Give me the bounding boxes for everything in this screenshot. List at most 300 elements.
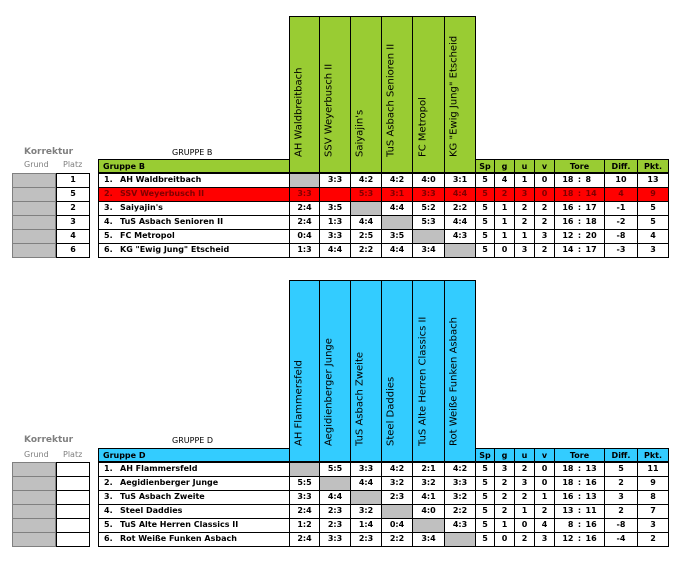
team-column-header bbox=[350, 16, 382, 173]
team-name-cell bbox=[98, 518, 290, 533]
match-result: 4:3 bbox=[444, 229, 476, 244]
stat-u: 3 bbox=[514, 243, 535, 258]
match-result: 3:3 bbox=[319, 229, 351, 244]
diagonal-cell bbox=[319, 187, 351, 202]
rank: 4. bbox=[104, 506, 113, 515]
tore-against: 20 bbox=[585, 231, 597, 240]
team-name-cell bbox=[98, 173, 290, 188]
match-result: 2:4 bbox=[289, 532, 320, 547]
match-result: 2:2 bbox=[381, 532, 413, 547]
grund-input[interactable] bbox=[12, 490, 56, 505]
stat-pkt: 5 bbox=[637, 215, 669, 230]
stat-pkt: 13 bbox=[637, 173, 669, 188]
team-name-cell bbox=[98, 504, 290, 519]
tore-against: 8 bbox=[585, 175, 592, 184]
stat-header: Sp bbox=[475, 159, 495, 173]
match-result: 2:3 bbox=[319, 504, 351, 519]
stat-g: 1 bbox=[494, 215, 515, 230]
tore-against: 18 bbox=[585, 217, 597, 226]
grund-input[interactable] bbox=[12, 187, 56, 202]
match-result: 4:3 bbox=[444, 518, 476, 533]
diagonal-cell bbox=[350, 201, 382, 216]
tore-against: 16 bbox=[585, 478, 597, 487]
stat-diff: -8 bbox=[604, 518, 638, 533]
tore-against: 16 bbox=[585, 534, 597, 543]
tore-separator: : bbox=[577, 189, 582, 198]
tore-separator: : bbox=[577, 175, 582, 184]
stat-diff: -2 bbox=[604, 215, 638, 230]
stat-tore bbox=[554, 490, 605, 505]
tore-for: 16 bbox=[562, 217, 574, 226]
match-result: 3:5 bbox=[381, 229, 413, 244]
tore-for: 18 bbox=[562, 175, 574, 184]
match-result: 4:4 bbox=[319, 243, 351, 258]
tore-against: 11 bbox=[585, 506, 597, 515]
grund-label: Grund bbox=[24, 450, 49, 459]
match-result: 3:3 bbox=[350, 462, 382, 477]
rank: 3. bbox=[104, 492, 113, 501]
match-result: 2:3 bbox=[381, 490, 413, 505]
stat-diff: -1 bbox=[604, 201, 638, 216]
stat-header: g bbox=[494, 159, 515, 173]
match-result: 4:2 bbox=[444, 462, 476, 477]
korrektur-label: Korrektur bbox=[24, 147, 74, 157]
stat-u: 0 bbox=[514, 518, 535, 533]
stat-sp: 5 bbox=[475, 476, 495, 491]
tore-separator: : bbox=[577, 203, 582, 212]
stat-u: 1 bbox=[514, 504, 535, 519]
team-column-label: TuS Alte Herren Classics II bbox=[417, 316, 428, 446]
tore-separator: : bbox=[577, 506, 582, 515]
team-column-label: Aegidienberger Junge bbox=[323, 338, 335, 446]
tore-separator: : bbox=[577, 231, 582, 240]
stat-v: 0 bbox=[534, 476, 555, 491]
stat-header: Tore bbox=[554, 448, 605, 462]
rank: 2. bbox=[104, 478, 113, 487]
stat-sp: 5 bbox=[475, 504, 495, 519]
match-result: 3:2 bbox=[412, 476, 445, 491]
platz-input[interactable]: 4 bbox=[56, 229, 90, 244]
match-result: 4:4 bbox=[444, 187, 476, 202]
team-name: Aegidienberger Junge bbox=[120, 478, 219, 487]
diagonal-cell bbox=[412, 229, 445, 244]
match-result: 1:4 bbox=[350, 518, 382, 533]
tore-for: 8 bbox=[567, 520, 574, 529]
stat-v: 4 bbox=[534, 518, 555, 533]
stat-u: 2 bbox=[514, 215, 535, 230]
stat-u: 2 bbox=[514, 201, 535, 216]
team-column-label: AH Flammersfeld bbox=[293, 360, 304, 446]
grund-input[interactable] bbox=[12, 243, 56, 258]
rank: 1. bbox=[104, 464, 113, 473]
stat-diff: 3 bbox=[604, 490, 638, 505]
stat-sp: 5 bbox=[475, 243, 495, 258]
stat-pkt: 9 bbox=[637, 476, 669, 491]
team-name: TuS Alte Herren Classics II bbox=[120, 520, 239, 529]
tore-for: 18 bbox=[562, 478, 574, 487]
team-column-header bbox=[319, 16, 351, 173]
team-name: TuS Asbach Senioren II bbox=[120, 217, 224, 226]
stat-sp: 5 bbox=[475, 187, 495, 202]
stat-u: 2 bbox=[514, 532, 535, 547]
diagonal-cell bbox=[350, 490, 382, 505]
team-name: TuS Asbach Zweite bbox=[120, 492, 205, 501]
stat-tore bbox=[554, 532, 605, 547]
group-bar: Gruppe D bbox=[98, 448, 290, 462]
match-result: 3:2 bbox=[381, 476, 413, 491]
match-result: 4:4 bbox=[350, 215, 382, 230]
team-column-label: Saiyajin's bbox=[354, 109, 366, 157]
tore-against: 17 bbox=[585, 245, 597, 254]
diagonal-cell bbox=[289, 173, 320, 188]
platz-input[interactable]: 2 bbox=[56, 201, 90, 216]
match-result: 5:5 bbox=[319, 462, 351, 477]
stat-u: 1 bbox=[514, 173, 535, 188]
match-result: 4:4 bbox=[350, 476, 382, 491]
platz-input[interactable] bbox=[56, 462, 90, 477]
match-result: 3:2 bbox=[444, 490, 476, 505]
tore-for: 12 bbox=[562, 231, 574, 240]
match-result: 3:4 bbox=[412, 532, 445, 547]
team-name: AH Flammersfeld bbox=[120, 464, 198, 473]
team-name-cell bbox=[98, 243, 290, 258]
team-name-cell bbox=[98, 476, 290, 491]
rank: 4. bbox=[104, 217, 113, 226]
rank: 6. bbox=[104, 245, 113, 254]
team-name-cell bbox=[98, 215, 290, 230]
match-result: 2:3 bbox=[350, 532, 382, 547]
stat-g: 1 bbox=[494, 518, 515, 533]
tore-against: 13 bbox=[585, 492, 597, 501]
match-result: 3:3 bbox=[444, 476, 476, 491]
grund-input[interactable] bbox=[12, 215, 56, 230]
match-result: 4:1 bbox=[412, 490, 445, 505]
grund-input[interactable] bbox=[12, 173, 56, 188]
stat-tore bbox=[554, 215, 605, 230]
platz-label: Platz bbox=[63, 450, 83, 459]
stat-pkt: 4 bbox=[637, 229, 669, 244]
team-column-label: TuS Asbach Senioren II bbox=[385, 43, 397, 157]
match-result: 4:4 bbox=[319, 490, 351, 505]
stat-diff: 2 bbox=[604, 504, 638, 519]
stat-tore bbox=[554, 187, 605, 202]
stat-v: 0 bbox=[534, 187, 555, 202]
stat-diff: 2 bbox=[604, 476, 638, 491]
stat-u: 1 bbox=[514, 229, 535, 244]
stat-g: 0 bbox=[494, 532, 515, 547]
match-result: 5:5 bbox=[289, 476, 320, 491]
rank: 1. bbox=[104, 175, 113, 184]
match-result: 5:3 bbox=[350, 187, 382, 202]
grund-input[interactable] bbox=[12, 504, 56, 519]
grund-input[interactable] bbox=[12, 532, 56, 547]
team-name: Rot Weiße Funken Asbach bbox=[120, 534, 237, 543]
match-result: 2:4 bbox=[289, 201, 320, 216]
stat-sp: 5 bbox=[475, 462, 495, 477]
grund-input[interactable] bbox=[12, 518, 56, 533]
stat-v: 2 bbox=[534, 201, 555, 216]
platz-input[interactable] bbox=[56, 518, 90, 533]
stat-pkt: 11 bbox=[637, 462, 669, 477]
stat-g: 2 bbox=[494, 187, 515, 202]
match-result: 3:5 bbox=[319, 201, 351, 216]
tore-for: 14 bbox=[562, 245, 574, 254]
stat-header: Pkt. bbox=[637, 448, 669, 462]
match-result: 2:2 bbox=[444, 201, 476, 216]
tore-against: 13 bbox=[585, 464, 597, 473]
stat-diff: 10 bbox=[604, 173, 638, 188]
tore-against: 16 bbox=[585, 520, 597, 529]
grund-input[interactable] bbox=[12, 462, 56, 477]
platz-input[interactable]: 1 bbox=[56, 173, 90, 188]
tore-for: 18 bbox=[562, 464, 574, 473]
grund-input[interactable] bbox=[12, 229, 56, 244]
team-column-label: Steel Daddies bbox=[385, 376, 397, 446]
stat-header: u bbox=[514, 159, 535, 173]
stat-pkt: 9 bbox=[637, 187, 669, 202]
team-name: KG "Ewig Jung" Etscheid bbox=[120, 245, 230, 254]
stat-v: 3 bbox=[534, 229, 555, 244]
team-name: AH Waldbreitbach bbox=[120, 175, 202, 184]
stat-header: u bbox=[514, 448, 535, 462]
stat-header: Pkt. bbox=[637, 159, 669, 173]
stat-g: 2 bbox=[494, 504, 515, 519]
stat-sp: 5 bbox=[475, 229, 495, 244]
diagonal-cell bbox=[412, 518, 445, 533]
match-result: 3:1 bbox=[444, 173, 476, 188]
team-column-label: FC Metropol bbox=[417, 97, 428, 157]
tore-for: 16 bbox=[562, 203, 574, 212]
team-column-label: SSV Weyerbusch II bbox=[323, 63, 335, 157]
team-column-header bbox=[381, 280, 413, 462]
stat-diff: -3 bbox=[604, 243, 638, 258]
stat-u: 2 bbox=[514, 462, 535, 477]
match-result: 4:2 bbox=[350, 173, 382, 188]
match-result: 4:0 bbox=[412, 173, 445, 188]
stat-tore bbox=[554, 201, 605, 216]
stat-v: 2 bbox=[534, 243, 555, 258]
stat-diff: -8 bbox=[604, 229, 638, 244]
diagonal-cell bbox=[444, 532, 476, 547]
platz-input[interactable]: 3 bbox=[56, 215, 90, 230]
stat-g: 0 bbox=[494, 243, 515, 258]
platz-input[interactable] bbox=[56, 504, 90, 519]
team-column-header bbox=[444, 16, 476, 173]
platz-input[interactable] bbox=[56, 490, 90, 505]
match-result: 1:3 bbox=[289, 243, 320, 258]
stat-pkt: 5 bbox=[637, 201, 669, 216]
stat-tore bbox=[554, 229, 605, 244]
tore-for: 13 bbox=[562, 506, 574, 515]
match-result: 3:3 bbox=[319, 173, 351, 188]
stat-tore bbox=[554, 173, 605, 188]
stat-g: 4 bbox=[494, 173, 515, 188]
team-column-header bbox=[319, 280, 351, 462]
rank: 6. bbox=[104, 534, 113, 543]
team-column-header bbox=[381, 16, 413, 173]
stat-g: 1 bbox=[494, 229, 515, 244]
stat-v: 2 bbox=[534, 504, 555, 519]
stat-sp: 5 bbox=[475, 490, 495, 505]
stat-tore bbox=[554, 243, 605, 258]
platz-label: Platz bbox=[63, 160, 83, 169]
rank: 5. bbox=[104, 520, 113, 529]
team-name: Steel Daddies bbox=[120, 506, 183, 515]
stat-header: v bbox=[534, 159, 555, 173]
team-column-header bbox=[289, 16, 320, 173]
tore-separator: : bbox=[577, 478, 582, 487]
diagonal-cell bbox=[381, 215, 413, 230]
stat-pkt: 3 bbox=[637, 518, 669, 533]
match-result: 2:2 bbox=[444, 504, 476, 519]
stat-diff: 4 bbox=[604, 187, 638, 202]
korrektur-label: Korrektur bbox=[24, 435, 74, 445]
stat-tore bbox=[554, 518, 605, 533]
stat-header: v bbox=[534, 448, 555, 462]
match-result: 4:4 bbox=[444, 215, 476, 230]
match-result: 3:1 bbox=[381, 187, 413, 202]
match-result: 1:3 bbox=[319, 215, 351, 230]
match-result: 2:4 bbox=[289, 504, 320, 519]
stat-sp: 5 bbox=[475, 201, 495, 216]
stat-v: 0 bbox=[534, 462, 555, 477]
tore-for: 16 bbox=[562, 492, 574, 501]
match-result: 0:4 bbox=[289, 229, 320, 244]
stat-v: 3 bbox=[534, 532, 555, 547]
stat-sp: 5 bbox=[475, 215, 495, 230]
team-name-cell bbox=[98, 462, 290, 477]
rank: 2. bbox=[104, 189, 113, 198]
tore-separator: : bbox=[577, 245, 582, 254]
team-name: SSV Weyerbusch II bbox=[120, 189, 205, 198]
match-result: 4:2 bbox=[381, 462, 413, 477]
grund-input[interactable] bbox=[12, 476, 56, 491]
stat-u: 3 bbox=[514, 476, 535, 491]
match-result: 4:2 bbox=[381, 173, 413, 188]
stat-sp: 5 bbox=[475, 518, 495, 533]
rank: 3. bbox=[104, 203, 113, 212]
match-result: 4:4 bbox=[381, 201, 413, 216]
team-column-header bbox=[350, 280, 382, 462]
stat-g: 2 bbox=[494, 490, 515, 505]
stat-pkt: 3 bbox=[637, 243, 669, 258]
stat-pkt: 2 bbox=[637, 532, 669, 547]
match-result: 3:3 bbox=[289, 187, 320, 202]
match-result: 1:2 bbox=[289, 518, 320, 533]
tore-separator: : bbox=[577, 217, 582, 226]
tore-separator: : bbox=[577, 534, 582, 543]
match-result: 2:1 bbox=[412, 462, 445, 477]
match-result: 5:2 bbox=[412, 201, 445, 216]
stat-g: 3 bbox=[494, 462, 515, 477]
platz-input[interactable]: 5 bbox=[56, 187, 90, 202]
match-result: 2:5 bbox=[350, 229, 382, 244]
team-name: FC Metropol bbox=[120, 231, 175, 240]
group-bar: Gruppe B bbox=[98, 159, 290, 173]
tore-for: 12 bbox=[562, 534, 574, 543]
stat-header: Tore bbox=[554, 159, 605, 173]
stat-u: 2 bbox=[514, 490, 535, 505]
team-column-label: Rot Weiße Funken Asbach bbox=[448, 317, 460, 446]
stat-v: 1 bbox=[534, 490, 555, 505]
group-title: GRUPPE D bbox=[172, 436, 214, 445]
group-title: GRUPPE B bbox=[172, 148, 213, 157]
diagonal-cell bbox=[381, 504, 413, 519]
stat-header: Diff. bbox=[604, 448, 638, 462]
team-column-label: AH Waldbreitbach bbox=[293, 67, 304, 157]
tore-separator: : bbox=[577, 520, 582, 529]
team-column-label: KG "Ewig Jung" Etscheid bbox=[448, 35, 460, 157]
match-result: 3:4 bbox=[412, 243, 445, 258]
stat-g: 2 bbox=[494, 476, 515, 491]
stat-diff: 5 bbox=[604, 462, 638, 477]
stat-u: 3 bbox=[514, 187, 535, 202]
stat-pkt: 8 bbox=[637, 490, 669, 505]
stat-g: 1 bbox=[494, 201, 515, 216]
platz-input[interactable] bbox=[56, 532, 90, 547]
team-column-header bbox=[412, 16, 445, 173]
team-column-header bbox=[412, 280, 445, 462]
match-result: 4:4 bbox=[381, 243, 413, 258]
stat-v: 2 bbox=[534, 215, 555, 230]
team-column-label: TuS Asbach Zweite bbox=[354, 351, 366, 446]
stat-sp: 5 bbox=[475, 532, 495, 547]
grund-input[interactable] bbox=[12, 201, 56, 216]
team-name-cell bbox=[98, 201, 290, 216]
rank: 5. bbox=[104, 231, 113, 240]
tore-against: 17 bbox=[585, 203, 597, 212]
stat-tore bbox=[554, 504, 605, 519]
diagonal-cell bbox=[444, 243, 476, 258]
stat-tore bbox=[554, 462, 605, 477]
match-result: 3:3 bbox=[289, 490, 320, 505]
match-result: 2:3 bbox=[319, 518, 351, 533]
diagonal-cell bbox=[319, 476, 351, 491]
stat-header: Diff. bbox=[604, 159, 638, 173]
stat-header: g bbox=[494, 448, 515, 462]
grund-label: Grund bbox=[24, 160, 49, 169]
match-result: 3:3 bbox=[319, 532, 351, 547]
stat-header: Sp bbox=[475, 448, 495, 462]
team-column-header bbox=[444, 280, 476, 462]
team-name-cell bbox=[98, 229, 290, 244]
stat-tore bbox=[554, 476, 605, 491]
team-name-cell bbox=[98, 187, 290, 202]
stat-v: 0 bbox=[534, 173, 555, 188]
stat-pkt: 7 bbox=[637, 504, 669, 519]
match-result: 5:3 bbox=[412, 215, 445, 230]
team-name-cell bbox=[98, 532, 290, 547]
match-result: 2:2 bbox=[350, 243, 382, 258]
match-result: 3:3 bbox=[412, 187, 445, 202]
match-result: 2:4 bbox=[289, 215, 320, 230]
platz-input[interactable] bbox=[56, 476, 90, 491]
team-column-header bbox=[289, 280, 320, 462]
match-result: 0:4 bbox=[381, 518, 413, 533]
tore-for: 18 bbox=[562, 189, 574, 198]
stat-sp: 5 bbox=[475, 173, 495, 188]
stat-diff: -4 bbox=[604, 532, 638, 547]
team-name-cell bbox=[98, 490, 290, 505]
match-result: 4:0 bbox=[412, 504, 445, 519]
team-name: Saiyajin's bbox=[120, 203, 163, 212]
tore-against: 14 bbox=[585, 189, 597, 198]
diagonal-cell bbox=[289, 462, 320, 477]
platz-input[interactable]: 6 bbox=[56, 243, 90, 258]
tore-separator: : bbox=[577, 464, 582, 473]
tore-separator: : bbox=[577, 492, 582, 501]
match-result: 3:2 bbox=[350, 504, 382, 519]
